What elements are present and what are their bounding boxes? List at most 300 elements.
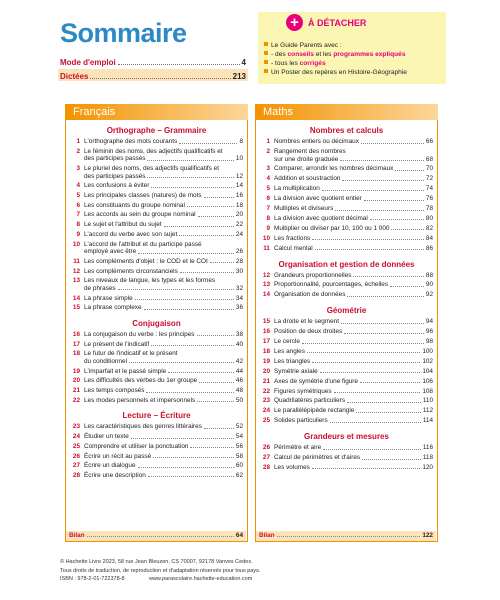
toc-entry[interactable]	[257, 328, 433, 336]
detach-line	[264, 51, 406, 58]
footer	[60, 558, 260, 584]
bullet-square-icon	[264, 69, 268, 73]
entry-page: 28	[235, 257, 243, 265]
toc-entry[interactable]	[257, 245, 433, 253]
entry-title: Les constituants du groupe nominal	[84, 201, 185, 209]
leader-dots	[312, 468, 420, 469]
toc-entry[interactable]	[67, 331, 243, 339]
toc-entry[interactable]	[257, 175, 433, 183]
entry-page: 58	[235, 452, 243, 460]
leader-dots	[347, 402, 421, 403]
leader-dots	[179, 143, 237, 144]
toc-entry[interactable]	[67, 211, 243, 219]
entry-page: 30	[235, 267, 243, 275]
entry-number: 14	[262, 291, 270, 299]
toc-entry[interactable]	[257, 225, 433, 233]
entry-title: L'accord du verbe avec son sujet	[84, 230, 178, 238]
entry-number: 18	[262, 347, 270, 355]
entry-page: 74	[425, 185, 433, 193]
leader-dots	[190, 447, 233, 448]
entry-page: 12	[235, 172, 243, 180]
header-row-page: 213	[232, 72, 246, 81]
entry-page: 10	[235, 155, 243, 163]
entry-page: 24	[235, 230, 243, 238]
leader-dots	[151, 187, 234, 188]
entry-number: 27	[72, 462, 80, 470]
entry-number: 20	[72, 377, 80, 385]
entry-page: 120	[422, 463, 433, 471]
toc-entry[interactable]	[257, 195, 433, 203]
leader-dots	[334, 392, 421, 393]
entry-page: 92	[425, 291, 433, 299]
entry-page: 88	[425, 271, 433, 279]
entry-page: 52	[235, 423, 243, 431]
toc-entry[interactable]	[67, 277, 243, 285]
entry-title: Le parallélépipède rectangle	[274, 407, 355, 415]
entry-page: 20	[235, 211, 243, 219]
leader-dots	[330, 422, 421, 423]
entry-title: Étudier un texte	[84, 433, 129, 441]
leader-dots	[320, 372, 421, 373]
footer-line: Tous droits de traduction, de reproduction et d'adaptation réservés pour tous pays.	[60, 567, 261, 574]
entry-page: 82	[425, 224, 433, 232]
leader-dots	[340, 160, 424, 161]
toc-entry[interactable]	[67, 443, 243, 451]
entry-number: 1	[76, 138, 80, 145]
page-title: Sommaire	[60, 18, 187, 48]
toc-entry[interactable]	[257, 368, 433, 376]
toc-entry[interactable]	[67, 295, 243, 303]
entry-page: 106	[422, 377, 433, 385]
entry-page: 118	[422, 454, 433, 461]
toc-entry-continued[interactable]	[67, 285, 243, 293]
leader-dots	[147, 177, 233, 178]
entry-number: 12	[72, 267, 80, 275]
leader-dots	[144, 309, 234, 310]
toc-entry[interactable]	[257, 272, 433, 280]
entry-page: 94	[425, 318, 433, 326]
bullet-square-icon	[264, 60, 268, 64]
entry-title: Le futur de l'indicatif et le présent	[84, 350, 178, 358]
entry-title-line2: des participes passés	[84, 172, 146, 180]
leader-dots	[370, 219, 424, 220]
entry-page: 108	[422, 387, 433, 395]
entry-title-line2: du conditionnel	[84, 357, 127, 365]
toc-entry[interactable]	[257, 397, 433, 405]
toc-entry[interactable]	[67, 433, 243, 441]
entry-title: Les triangles	[274, 357, 311, 365]
leader-dots	[199, 382, 234, 383]
detach-text: et les	[313, 51, 334, 58]
detach-line	[264, 69, 407, 76]
leader-dots	[147, 160, 233, 161]
entry-number: 24	[72, 433, 80, 441]
leader-dots	[210, 262, 234, 263]
toc-entry[interactable]	[257, 348, 433, 356]
entry-page: 76	[425, 195, 433, 203]
toc-entry[interactable]	[257, 185, 433, 193]
entry-page: 70	[425, 165, 433, 173]
leader-dots	[307, 352, 420, 353]
leader-dots	[353, 276, 423, 277]
entry-title: Le pluriel des noms, des adjectifs qualificatifs et	[84, 165, 219, 172]
entry-title: Comprendre et utiliser la ponctuation	[84, 442, 189, 450]
entry-page: 44	[235, 367, 243, 375]
entry-title: Le cercle	[274, 338, 300, 345]
entry-number: 6	[266, 195, 270, 203]
section-title: Conjugaison	[132, 318, 181, 328]
toc-entry[interactable]	[67, 462, 243, 470]
toc-entry-continued[interactable]	[67, 358, 243, 366]
entry-number: 19	[262, 357, 270, 365]
entry-number: 8	[266, 214, 270, 222]
entry-number: 7	[76, 211, 80, 219]
entry-number: 3	[266, 165, 270, 173]
entry-title: L'accord de l'attribut et du participe passé	[84, 240, 202, 248]
entry-page: 84	[425, 234, 433, 242]
entry-number: 13	[72, 277, 80, 285]
entry-page: 16	[235, 192, 243, 199]
entry-title: Calcul de périmètres et d'aires	[274, 454, 361, 461]
entry-title: Le présent de l'indicatif	[84, 340, 150, 348]
bilan-entry[interactable]	[259, 532, 433, 539]
entry-title: La phrase complexe	[84, 304, 142, 312]
entry-number: 24	[262, 407, 270, 415]
toc-entry[interactable]	[67, 453, 243, 461]
entry-number: 28	[72, 471, 80, 479]
entry-title: La conjugaison du verbe : les principes	[84, 330, 195, 338]
toc-entry[interactable]	[67, 397, 243, 405]
entry-page: 110	[422, 397, 433, 405]
toc-entry[interactable]	[67, 387, 243, 395]
entry-title: Les fractions	[274, 234, 311, 242]
toc-entry[interactable]	[67, 138, 243, 146]
entry-page: 18	[235, 201, 243, 209]
leader-dots	[179, 235, 234, 236]
entry-title: Symétrie axiale	[274, 367, 318, 375]
entry-title: L'orthographe des mots courants	[84, 138, 178, 145]
entry-page: 32	[235, 284, 243, 292]
detach-text: - tous les	[271, 60, 300, 67]
entry-page: 78	[425, 205, 433, 212]
toc-entry[interactable]	[67, 472, 243, 480]
toc-entry[interactable]	[67, 258, 243, 266]
entry-title: Écrire un dialogue	[84, 462, 136, 470]
section-title: Nombres et calculs	[309, 126, 384, 135]
entry-number: 20	[262, 367, 270, 375]
entry-number: 2	[266, 147, 270, 155]
header-row-dictees[interactable]	[60, 70, 246, 81]
leader-dots	[312, 239, 424, 240]
entry-page: 60	[235, 462, 243, 470]
entry-number: 14	[72, 294, 80, 302]
toc-entry[interactable]	[257, 318, 433, 326]
leader-dots	[138, 467, 234, 468]
entry-page: 68	[425, 155, 433, 163]
entry-page: 42	[235, 357, 243, 365]
detach-highlight-text: programmes expliqués	[333, 51, 406, 58]
entry-title: Écrire un récit au passé	[84, 452, 152, 460]
entry-number: 4	[76, 182, 80, 190]
entry-title: La phrase simple	[84, 294, 133, 302]
entry-number: 17	[72, 340, 80, 348]
toc-entry[interactable]	[257, 417, 433, 425]
toc-entry[interactable]	[67, 350, 243, 358]
entry-title-line2: de phrases	[84, 284, 116, 292]
leader-dots	[204, 428, 234, 429]
entry-title: Les principales classes (natures) de mots	[84, 192, 202, 199]
section-title: Grandeurs et mesures	[304, 432, 389, 442]
leader-dots	[118, 289, 234, 290]
entry-page: 56	[235, 442, 243, 450]
entry-title-line2: des participes passés	[84, 155, 146, 163]
toc-entry[interactable]	[67, 241, 243, 249]
entry-title: Le sujet et l'attribut du sujet	[84, 221, 162, 229]
leader-dots	[323, 449, 421, 450]
leader-dots	[129, 362, 234, 363]
detach-line	[264, 60, 326, 67]
section-title: Lecture – Écriture	[122, 411, 191, 421]
toc-entry[interactable]	[67, 202, 243, 210]
footer-line: © Hachette Livre 2023, 58 rue Jean Bleuzen, CS 70007, 92178 Vanves Cedex.	[60, 559, 253, 565]
leader-dots	[90, 78, 230, 79]
entry-title-line2: employé avec être	[84, 248, 137, 256]
entry-number: 23	[262, 397, 270, 405]
toc-entry[interactable]	[67, 182, 243, 190]
entry-title: Les compléments circonstanciels	[84, 267, 178, 275]
entry-number: 26	[72, 452, 80, 460]
entry-title: Les modes personnels et impersonnels	[84, 396, 196, 404]
section-title: Organisation et gestion de données	[278, 259, 415, 269]
toc-entry[interactable]	[257, 281, 433, 289]
toc-entry[interactable]	[257, 205, 433, 213]
entry-number: 21	[262, 377, 270, 385]
leader-dots	[341, 323, 424, 324]
entry-title: Grandeurs proportionnelles	[274, 271, 352, 279]
entry-title: Multiples et diviseurs	[274, 205, 334, 212]
entry-page: 90	[425, 281, 433, 289]
leader-dots	[335, 210, 424, 211]
toc-entry[interactable]	[257, 378, 433, 386]
bullet-square-icon	[264, 51, 268, 55]
entry-number: 19	[72, 367, 80, 375]
toc-entry-continued[interactable]	[67, 248, 243, 256]
toc-entry[interactable]	[67, 192, 243, 200]
entry-title: Périmètre et aire	[274, 444, 322, 452]
entry-page: 46	[235, 377, 243, 385]
entry-page: 48	[235, 387, 243, 394]
entry-title: Addition et soustraction	[274, 175, 341, 183]
bilan-entry[interactable]	[69, 532, 243, 539]
bilan-page: 122	[422, 532, 433, 539]
leader-dots	[180, 272, 234, 273]
leader-dots	[131, 438, 234, 439]
leader-dots	[164, 226, 234, 227]
header-row-page: 4	[241, 58, 246, 67]
entry-number: 5	[76, 192, 80, 199]
detach-text: Un Poster des repères en Histoire-Géographie	[271, 69, 407, 76]
detach-line	[264, 42, 342, 49]
leader-dots	[187, 206, 234, 207]
entry-page: 72	[425, 175, 433, 183]
entry-title: Multiplier ou diviser par 10, 100 ou 1 000	[274, 224, 390, 232]
entry-title: Le féminin des noms, des adjectifs qualificatifs et	[84, 147, 223, 155]
bilan-label: Bilan	[259, 532, 275, 539]
leader-dots	[360, 382, 420, 383]
entry-page: 100	[422, 347, 433, 355]
toc-entry[interactable]	[67, 341, 243, 349]
entry-number: 26	[262, 444, 270, 452]
entry-number: 27	[262, 454, 270, 461]
entry-page: 14	[235, 182, 243, 190]
entry-title: La multiplication	[274, 185, 320, 193]
entry-title: Position de deux droites	[274, 328, 343, 336]
entry-title: Les caractéristiques des genres littéraires	[84, 423, 202, 431]
entry-number: 6	[76, 201, 80, 209]
header-row-label: Mode d'emploi	[60, 58, 116, 67]
leader-dots	[347, 296, 423, 297]
entry-number: 22	[72, 396, 80, 404]
entry-page: 98	[425, 338, 433, 345]
toc-entry[interactable]	[257, 407, 433, 415]
entry-page: 102	[422, 357, 433, 365]
leader-dots	[87, 536, 234, 537]
toc-entry-continued[interactable]	[67, 173, 243, 181]
entry-number: 22	[262, 387, 270, 395]
toc-entry[interactable]	[257, 464, 433, 472]
entry-title: Les accords au sein du groupe nominal	[84, 211, 196, 219]
toc-entry[interactable]	[67, 268, 243, 276]
entry-page: 54	[235, 433, 243, 441]
bilan-label: Bilan	[69, 532, 85, 539]
toc-entry[interactable]	[67, 221, 243, 229]
toc-entry[interactable]	[257, 388, 433, 396]
entry-page: 50	[235, 396, 243, 404]
leader-dots	[390, 286, 424, 287]
leader-dots	[356, 412, 421, 413]
toc-entry[interactable]	[67, 148, 243, 156]
entry-title: Figures symétriques	[274, 387, 332, 395]
entry-number: 3	[76, 165, 80, 172]
entry-title: Les compléments d'objet : le COD et le COI	[84, 257, 208, 265]
entry-page: 34	[235, 294, 243, 302]
entry-title: Quadrilatères particuliers	[274, 397, 346, 405]
maths-header: Maths	[255, 104, 438, 120]
entry-number: 1	[266, 138, 270, 145]
toc-entry[interactable]	[257, 454, 433, 462]
entry-title: La division avec quotient décimal	[274, 214, 368, 222]
entry-title: Solides particuliers	[274, 417, 328, 425]
header-row-label: Dictées	[60, 72, 89, 81]
plus-icon: +	[286, 14, 303, 31]
toc-entry[interactable]	[257, 148, 433, 156]
entry-number: 2	[76, 147, 80, 155]
entry-number: 12	[262, 271, 270, 279]
entry-page: 96	[425, 328, 433, 336]
entry-page: 116	[422, 444, 433, 452]
toc-entry[interactable]	[67, 231, 243, 239]
toc-entry[interactable]	[257, 235, 433, 243]
entry-title-line2: sur une droite graduée	[274, 155, 339, 163]
entry-page: 86	[425, 244, 433, 252]
toc-entry[interactable]	[257, 215, 433, 223]
leader-dots	[312, 362, 420, 363]
leader-dots	[322, 190, 424, 191]
detach-text: Le Guide Parents avec :	[271, 42, 342, 49]
bilan-page: 64	[235, 532, 243, 539]
entry-page: 22	[235, 221, 243, 229]
leader-dots	[362, 459, 421, 460]
leader-dots	[148, 476, 234, 477]
leader-dots	[395, 170, 424, 171]
entry-number: 23	[72, 423, 80, 431]
entry-number: 13	[262, 281, 270, 289]
entry-title: Les temps composés	[84, 387, 145, 394]
entry-number: 8	[76, 221, 80, 229]
entry-number: 10	[262, 234, 270, 242]
entry-title: Comparer, arrondir les nombres décimaux	[274, 165, 394, 173]
toc-entry[interactable]	[257, 338, 433, 346]
leader-dots	[342, 180, 423, 181]
toc-entry-continued[interactable]	[67, 155, 243, 163]
leader-dots	[391, 229, 423, 230]
detach-highlight-text: conseils	[287, 51, 314, 58]
entry-number: 4	[266, 175, 270, 183]
entry-number: 9	[76, 230, 80, 238]
toc-entry[interactable]	[257, 444, 433, 452]
entry-number: 11	[73, 257, 80, 265]
leader-dots	[302, 343, 424, 344]
leader-dots	[153, 457, 234, 458]
entry-title: Rangement des nombres	[274, 147, 346, 155]
toc-entry[interactable]	[257, 358, 433, 366]
section-title: Géométrie	[326, 306, 367, 316]
toc-entry[interactable]	[67, 304, 243, 312]
toc-entry[interactable]	[257, 165, 433, 173]
entry-title: L'imparfait et le passé simple	[84, 367, 167, 375]
toc-entry[interactable]	[67, 423, 243, 431]
toc-entry-continued[interactable]	[257, 156, 433, 164]
header-row-mode-emploi[interactable]	[60, 56, 246, 67]
entry-title: La droite et le segment	[274, 318, 340, 326]
entry-page: 104	[422, 367, 433, 375]
toc-entry[interactable]	[257, 138, 433, 146]
entry-title: Organisation de données	[274, 291, 346, 299]
leader-dots	[344, 333, 424, 334]
leader-dots	[118, 64, 240, 65]
entry-title: Les difficultés des verbes du 1er groupe	[84, 377, 198, 385]
leader-dots	[204, 197, 234, 198]
entry-title: La division avec quotient entier	[274, 195, 362, 203]
entry-number: 10	[72, 240, 80, 248]
toc-entry[interactable]	[67, 368, 243, 376]
entry-number: 9	[266, 224, 270, 232]
leader-dots	[138, 253, 234, 254]
entry-number: 25	[72, 442, 80, 450]
toc-entry[interactable]	[67, 377, 243, 385]
toc-entry[interactable]	[67, 165, 243, 173]
entry-title: Proportionnalité, pourcentages, échelles	[274, 281, 389, 289]
entry-title: Axes de symétrie d'une figure	[274, 377, 358, 385]
entry-number: 17	[262, 338, 270, 345]
entry-number: 28	[262, 463, 270, 471]
bullet-square-icon	[264, 42, 268, 46]
entry-page: 40	[235, 340, 243, 348]
entry-number: 18	[72, 350, 80, 358]
entry-page: 66	[425, 138, 433, 145]
leader-dots	[197, 335, 234, 336]
toc-entry[interactable]	[257, 291, 433, 299]
